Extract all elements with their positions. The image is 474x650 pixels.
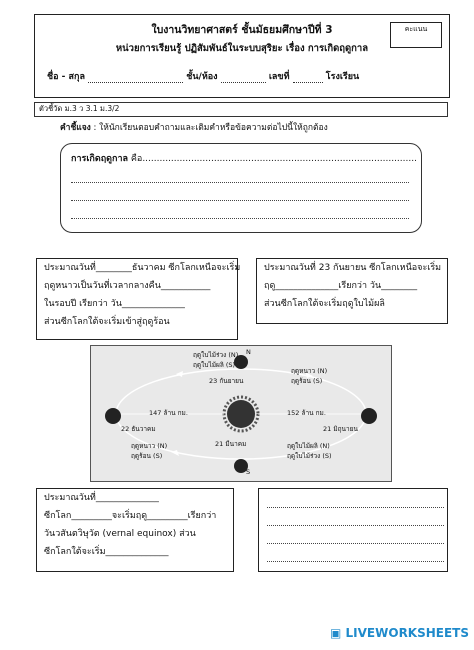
definition-answer-line[interactable] [71,182,409,183]
season-label: ฤดูใบไม้ร่วง (N) [193,351,239,359]
instruction-heading: คำชี้แจง [60,123,91,133]
class-field[interactable] [221,73,266,83]
date-label-right: 21 มิถุนายน [323,425,358,433]
season-label: ฤดูใบไม้ผลิ (N) [287,442,330,450]
liveworksheets-logo-icon: ▣ [330,626,342,640]
indicator-text: ตัวชี้วัด ม.3 ว 3.1 ม.3/2 [39,104,120,113]
definition-term: การเกิดฤดูกาล [71,154,129,164]
info-box-march [36,488,234,572]
info-line: วันวสันตวิษุวัต (vernal equinox) ส่วน [44,529,196,539]
season-label: ฤดูร้อน (S) [291,377,323,385]
worksheet-subtitle: หน่วยการเรียนรู้ ปฏิสัมพันธ์ในระบบสุริยะ เรื่อง การเกิดฤดูกาล [115,43,369,54]
worksheet-title: ใบงานวิทยาศาสตร์ ชั้นมัธยมศึกษาปีที่ 3 [151,24,333,36]
score-box[interactable] [390,22,442,48]
number-label: เลขที่ [268,72,290,82]
name-label: ชื่อ - สกุล [47,72,85,82]
student-info-row [47,69,359,83]
score-label: คะแนน [404,25,428,33]
definition-box [60,143,422,233]
pole-label: N [246,348,251,356]
info-line: ส่วนซีกโลกใต้จะเริ่มเข้าสู่ฤดูร้อน [44,317,170,327]
distance-label-right: 152 ล้าน กม. [287,409,326,417]
number-field[interactable] [293,73,323,83]
season-label: ฤดูใบไม้ร่วง (S) [287,452,332,460]
info-box-september [256,258,448,324]
watermark-text: LIVEWORKSHEETS [345,626,470,640]
season-label: ฤดูหนาว (N) [131,442,168,450]
info-line[interactable]: ซีกโลกใต้จะเริ่ม______________ [44,547,169,557]
info-line[interactable]: ซีกโลก_________จะเริ่มฤดู_________เรียกว่า [44,511,217,521]
indicator-box [34,102,448,117]
watermark [330,626,469,640]
worksheet-header [34,14,450,98]
instruction-text: : ให้นักเรียนตอบคำถามและเติมคำหรือข้อความต่อไปนี้ให้ถูกต้อง [90,123,328,133]
answer-line[interactable] [267,507,444,508]
info-line: ส่วนซีกโลกใต้จะเริ่มฤดูใบไม้ผลิ [264,299,385,309]
school-label: โรงเรียน [325,72,360,82]
orbit-arrow [176,371,183,377]
info-line[interactable]: ประมาณวันที่______________ [44,493,159,503]
instruction [60,120,328,134]
earth-right [361,408,377,424]
definition-answer-line[interactable] [71,200,409,201]
sun-icon [224,397,258,431]
info-line[interactable]: ฤดูหนาวเป็นวันที่เวลากลางคืน___________ [44,281,211,291]
date-label-left: 22 ธันวาคม [121,425,156,433]
info-line[interactable]: ในรอบปี เรียกว่า วัน______________ [44,299,185,309]
class-label: ชั้น/ห้อง [186,72,218,82]
earth-left [105,408,121,424]
season-label: ฤดูร้อน (S) [131,452,163,460]
distance-label-left: 147 ล้าน กม. [149,409,188,417]
orbit-diagram [90,345,392,482]
info-line[interactable]: ฤดู______________เรียกว่า วัน________ [264,281,418,291]
definition-dots: คือ................................................................................................ [128,154,417,164]
name-field[interactable] [88,73,183,83]
answer-line[interactable] [267,561,444,562]
info-line: ประมาณวันที่ 23 กันยายน ซีกโลกเหนือจะเริ่ม [264,263,442,273]
date-label-top: 23 กันยายน [209,377,244,385]
date-label-bottom: 21 มีนาคม [215,440,247,448]
definition-answer-line[interactable] [71,218,409,219]
info-line[interactable]: ประมาณวันที่________ธันวาคม ซีกโลกเหนือจะเริ่ม [44,263,241,273]
definition-prompt [71,151,417,165]
pole-label: S [246,468,251,476]
answer-line[interactable] [267,543,444,544]
answer-line[interactable] [267,525,444,526]
info-box-june-blank [258,488,448,572]
info-box-december [36,258,241,340]
season-label: ฤดูหนาว (N) [291,367,328,375]
season-label: ฤดูใบไม้ผลิ (S) [193,361,236,369]
